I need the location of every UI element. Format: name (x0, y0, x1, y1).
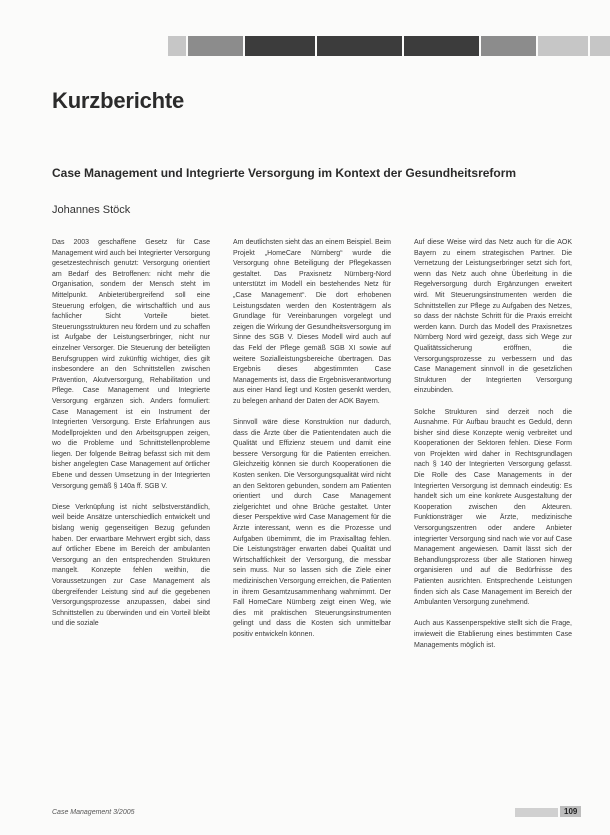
text-column-2 (233, 238, 391, 768)
header-decoration-band (0, 36, 610, 56)
decoration-block (168, 36, 186, 56)
decoration-block (245, 36, 315, 56)
text-column-3 (414, 238, 572, 768)
author-name: Johannes Stöck (52, 204, 131, 216)
paragraph: Auch aus Kassenperspektive stellt sich die Frage, inwieweit die Etablierung eines bestimmten Case Managements möglich ist. (414, 620, 572, 649)
paragraph: Diese Verknüpfung ist nicht selbstverständlich, weil beide Ansätze unterschiedlich entwickelt und bislang wenig gegenseitigen Bezug gefunden haben. Der erwartbare Mehrwert ergibt sich, dass auf örtlicher Ebene im Bereich der ambulanten Versorgung an den entsprechenden Strukturen mangelt. Konzepte fehlen weithin, die Voraussetzungen zur Case Management als übergreifender Leistung sind auf die gegebenen Versorgungsprozesse anzupassen, dabei sind Schnittstellen zu überwinden und ein Vorteil bleibt und die soziale (52, 503, 210, 628)
decoration-block (404, 36, 479, 56)
paragraph: Solche Strukturen sind derzeit noch die Ausnahme. Für Aufbau braucht es Geduld, denn bisher sind diese Konzepte wenig verbreitet und Kooperationen der Sektoren fehlen. Diese Form von Projekten wird daher in Rechtsgrundlagen nach § 140 der Integrierten Versorgung gefasst. Die Rolle des Case Managements in der Integrierten Versorgung ist demnach eindeutig: Es handelt sich um eine konkrete Ausgestaltung der Kooperation zwischen den Akteuren. Funktionsträger wie Ärzte, medizinische Versorgungszentren oder andere Anbieter integrierter Versorgung sind nach wie vor auf Case Management angewiesen. Damit lässt sich der Behandlungsprozess über alle Stationen hinweg organisieren und auf die Bedürfnisse des Patienten ausrichten. Entsprechende Leistungen finden sich als Case Management im Bereich der Ambulanten Versorgung zunehmend. (414, 408, 572, 607)
article-title: Case Management und Integrierte Versorgung im Kontext der Gesundheitsreform (52, 166, 517, 180)
journal-footer: Case Management 3/2005 (52, 809, 135, 816)
decoration-block (538, 36, 588, 56)
paragraph: Am deutlichsten sieht das an einem Beispiel. Beim Projekt „HomeCare Nürnberg“ wurde die Versorgung ohne Beteiligung der Pflegekassen gestaltet. Das Praxisnetz Nürnberg-Nord unterstützt im Modell ein bestehendes Netz für „Case Management“. Die dort erhobenen Leistungsdaten werden den Kostenträgern als Grundlage für Vereinbarungen vorgelegt und zeigen die Wirkung der Gesundheitsversorgung im Sinne des SGB V. Dieses Modell wird auch auf das Feld der Pflege gemäß SGB XI sowie auf weitere Sozialleistungsbereiche übertragen. Das Ergebnis dieses abgestimmten Case Managements ist, dass die Ergebnisverantwortung aus einer Hand liegt und Kosten gesenkt werden, zu belegen anhand der Daten der AOK Bayern. (233, 239, 391, 405)
decoration-block (317, 36, 402, 56)
text-column-1 (52, 238, 210, 768)
decoration-block (188, 36, 243, 56)
paragraph: Auf diese Weise wird das Netz auch für die AOK Bayern zu einem strategischen Partner. Die Vernetzung der Leistungserbringer setzt sich fort, wenn das Netz auch ohne Überleitung in die Regelversorgung durch Ergänzungen erweitert wird. Mit Steuerungsinstrumenten werden die Schnittstellen zur Pflege zu Aufgaben des Netzes, so dass der nächste Schritt für die Praxis erreicht werden kann. Durch das Modell des Praxisnetzes Nürnberg Nord wird gezeigt, dass sich Wege zur Qualitätssicherung eröffnen, die Versorgungsprozesse zu verbessern und das Case Management sinnvoll in die gesetzlichen Strukturen der Integrierten Versorgung einzubinden. (414, 239, 572, 395)
footer-decoration-band (515, 808, 558, 817)
page-number: 109 (560, 806, 581, 817)
paragraph: Sinnvoll wäre diese Konstruktion nur dadurch, dass die Ärzte über die Patientendaten auch die Qualität und Effizienz steuern und damit eine bessere Versorgung für die Patienten erreichen. Gleichzeitig können sie durch Kooperationen die Kosten senken. Die Versorgungsqualität wird nicht an den Sektoren gebunden, sondern am Patienten orientiert und durch Case Management zielgerichtet und ohne Brüche gestaltet. Unter dieser Perspektive wird Case Management für die Ärzte interessant, wenn es die Prozesse und Aufgaben übernimmt, die im Praxisalltag fehlen. Die Leistungsträger erwarten dabei Qualität und Wirtschaftlichkeit der Versorgung, die messbar sein muss. Nur so lassen sich die Ziele einer medizinischen Versorgung erreichen, die Patienten in ihrem Gesamtzusammenhang wahrnimmt. Der Fall HomeCare Nürnberg zeigt einen Weg, wie dies mit praktischen Steuerungsinstrumenten gelingt und dass die Kosten sich unmittelbar positiv entwickeln können. (233, 419, 391, 638)
article-body (52, 238, 572, 768)
section-title: Kurzberichte (52, 88, 185, 113)
decoration-block (590, 36, 610, 56)
paragraph: Das 2003 geschaffene Gesetz für Case Management wird auch bei Integrierter Versorgung gesetzestechnisch genutzt: Versorgung orientiert am Bedarf des Betroffenen: nicht mehr die Organisation, sondern der Mensch steht im Mittelpunkt. Anbieterübergreifend soll eine Steuerung erfolgen, die wirtschaftlich und aus fachlicher Sicht Vorteile bietet. Steuerungsstrukturen neu fördern und zu schaffen ist Aufgabe der Leistungserbringer, nicht nur einzelner Versorger. Die Steuerung der beteiligten Berufsgruppen wird zukünftig wichtiger, dies gilt insbesondere an den Schnittstellen zwischen Prävention, Akutversorgung, Rehabilitation und Pflege. Case Management und Integrierte Versorgung ergänzen sich. Anders formuliert: Case Management ist ein Instrument der Integrierten Versorgung. Erste Erfahrungen aus Modellprojekten und den Arbeitsgruppen zeigen, wo die Probleme und Schnittstellenprobleme liegen. Der folgende Beitrag befasst sich mit dem bisher angelegten Case Management auf örtlicher Ebene und dessen Umsetzung in der Integrierten Versorgung gemäß § 140a ff. SGB V. (52, 239, 210, 490)
decoration-block (481, 36, 536, 56)
